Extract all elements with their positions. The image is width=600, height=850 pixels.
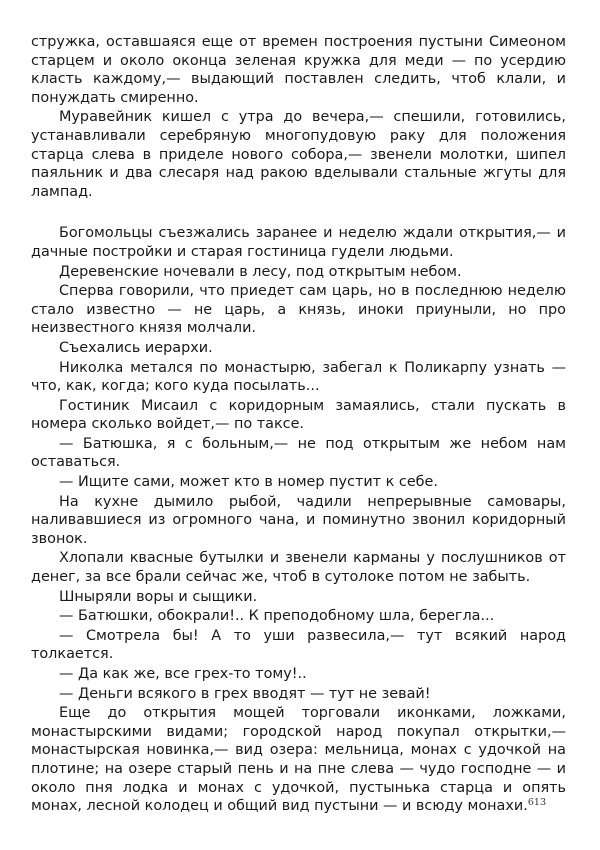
paragraph-thieves: Шныряли воры и сыщики. xyxy=(59,588,258,605)
paragraph-hierarchs: Съехались иерархи. xyxy=(59,339,213,356)
dialogue-find-room: — Ищите сами, может кто в номер пустит к себе. xyxy=(59,474,438,491)
dialogue-robbed: — Батюшки, обокрали!.. К преподобному шла, берегла... xyxy=(59,608,495,625)
dialogue-money: — Деньги всякого в грех вводят — тут не зевай! xyxy=(59,685,431,702)
paragraph-misail: Гостиник Мисаил с коридорным замаялись, стали пускать в номера сколько войдет,— по таксе. xyxy=(31,397,566,433)
page-text xyxy=(31,33,566,817)
dialogue-should-watch: — Смотрела бы! А то уши развесила,— тут всякий народ толкается. xyxy=(31,627,566,663)
page-number: 613 xyxy=(527,797,546,808)
paragraph-nikolka: Николка метался по монастырю, забегал к Поликарпу узнать — что, как, когда; кого куда посылать... xyxy=(31,359,566,395)
paragraph-shavings: стружка, оставшаяся еще от времен построения пустыни Симеоном старцем и около оконца зеленая кружка для меди — по усердию класть каждому,— выдающий поставлен следить, чтоб клали, и понуждать смиренно. xyxy=(31,34,566,106)
paragraph-tsar-rumor: Сперва говорили, что приедет сам царь, но в последнюю неделю стало известно — не царь, а князь, иноки приуныли, но про неизвестного князя молчали. xyxy=(31,283,566,337)
section-gap xyxy=(31,202,566,224)
paragraph-kitchen: На кухне дымило рыбой, чадили непрерывные самовары, наливавшиеся из огромного чана, и поминутно звонил коридорный звонок. xyxy=(31,493,566,547)
dialogue-sick-man: — Батюшка, я с больным,— не под открытым же небом нам оставаться. xyxy=(31,435,566,471)
paragraph-pilgrims: Богомольцы съезжались заранее и неделю ждали открытия,— и дачные постройки и старая гостиница гудели людьми. xyxy=(31,225,566,260)
paragraph-trade: Еще до открытия мощей торговали иконками, ложками, монастырскими видами; городской народ покупал открытки,— монастырская новинка,— вид озера: мельница, монах с удочкой на плотине; на озере старый пень и на пне слева — чудо господне — и около пня лодка и монах с удочкой, пустынька старца и опять монах, лесной колодец и общий вид пустыни — и всюду монахи. xyxy=(31,705,566,815)
paragraph-kvass: Хлопали квасные бутылки и звенели карманы у послушников от денег, за все брали сейчас же, чтоб в сутолоке потом не забыть. xyxy=(31,550,566,586)
paragraph-anthill: Муравейник кишел с утра до вечера,— спешили, готовились, устанавливали серебряную многопудовую раку для положения старца слева в приделе нового собора,— звенели молотки, шипел паяльник и два слесаря над ракою вделывали стальные жгуты для лампад. xyxy=(31,109,566,200)
paragraph-villagers: Деревенские ночевали в лесу, под открытым небом. xyxy=(59,263,462,280)
dialogue-sin: — Да как же, все грех-то тому!.. xyxy=(59,666,307,682)
